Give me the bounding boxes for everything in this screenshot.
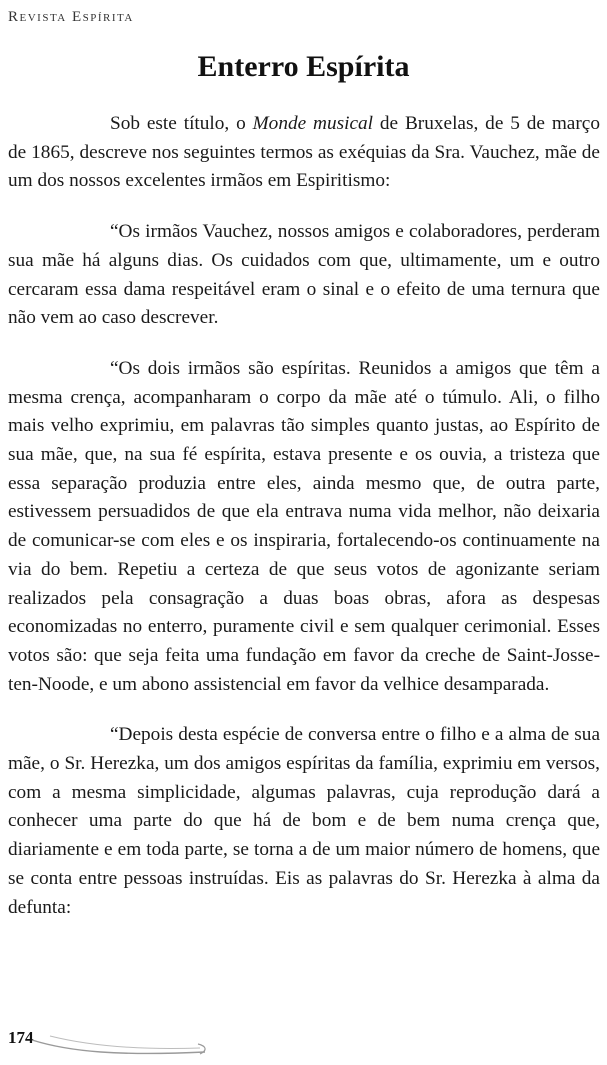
paragraph-1-after: de Bruxelas, de 5 de março de 1865, descreve nos seguintes termos as exéquias da Sra. Vauchez, mãe de um dos nossos excelentes irmãos em Espiritismo: — [8, 113, 600, 192]
page-number: 174 — [8, 1028, 34, 1047]
decorative-swoosh-icon — [30, 1030, 210, 1060]
paragraph-1 — [8, 110, 600, 196]
running-head: Revista Espírita — [8, 9, 134, 25]
article-title: Enterro Espírita — [197, 50, 410, 83]
publication-name: Monde musical — [252, 113, 374, 134]
paragraph-1-before: Sob este título, o — [110, 113, 253, 134]
paragraph-4: “Depois desta espécie de conversa entre o filho e a alma de sua mãe, o Sr. Herezka, um dos amigos espíritas da família, exprimiu em versos, com a mesma simplicidade, algumas palavras, cuja reprodução dará a conhecer uma parte do que há de bom e de bem numa crença que, diariamente e em toda parte, se torna a de um maior número de homens, que se conta entre pessoas instruídas. Eis as palavras do Sr. Herezka à alma da defunta: — [8, 724, 600, 918]
article-body — [8, 110, 600, 944]
paragraph-2: “Os irmãos Vauchez, nossos amigos e colaboradores, perderam sua mãe há alguns dias. Os cuidados com que, ultimamente, um e outro cercaram essa dama respeitável eram o sinal e o efeito de uma ternura que não vem ao caso descrever. — [8, 221, 600, 329]
paragraph-3: “Os dois irmãos são espíritas. Reunidos a amigos que têm a mesma crença, acompanharam o corpo da mãe até o túmulo. Ali, o filho mais velho exprimiu, em palavras tão simples quanto justas, ao Espírito de sua mãe, que, na sua fé espírita, estava presente e os ouvia, a tristeza que essa separação produzia entre eles, ainda mesmo que, de outra parte, estivessem persuadidos de que ela entrava numa vida melhor, não deixaria de comunicar-se com eles e os inspiraria, fortalecendo-os continuamente na via do bem. Repetiu a certeza de que seus votos de agonizante seriam realizados pela consagração a duas boas obras, afora as despesas economizadas no enterro, puramente civil e sem qualquer cerimonial. Esses votos são: que seja feita uma fundação em favor da creche de Saint-Josse-ten-Noode, e um abono assistencial em favor da velhice desamparada. — [8, 357, 600, 695]
